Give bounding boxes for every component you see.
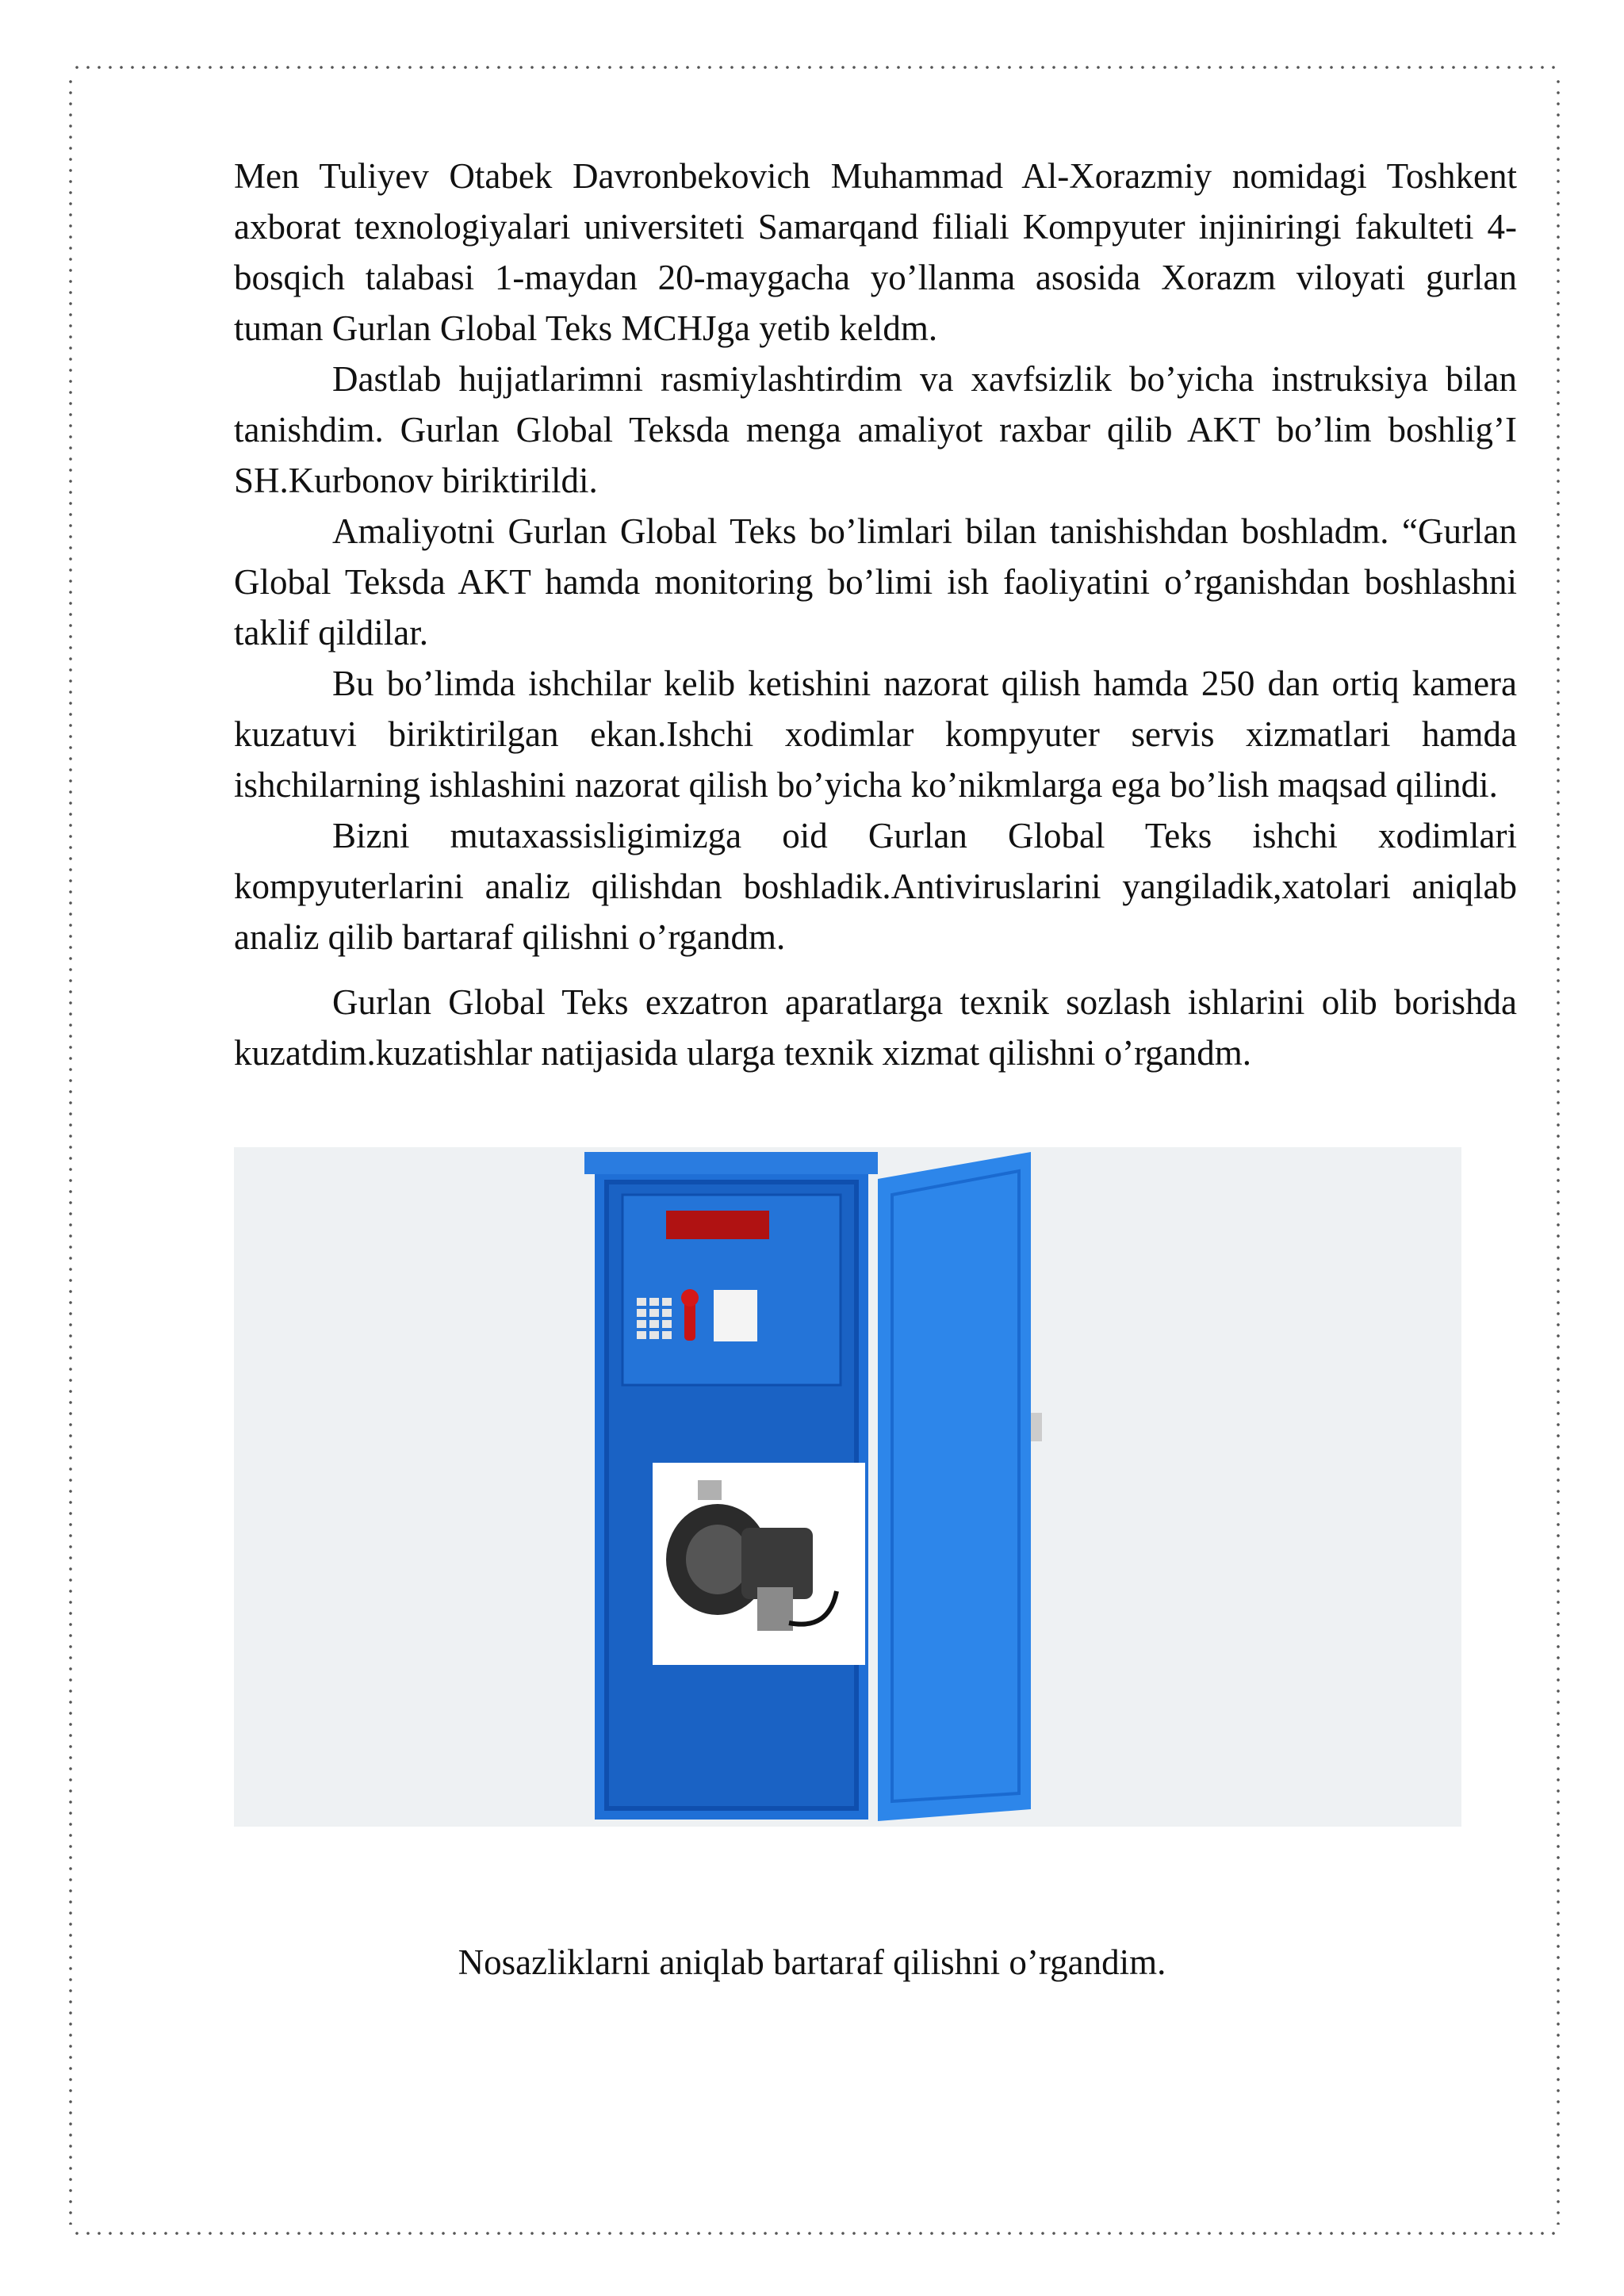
paragraph-6: Gurlan Global Teks exzatron aparatlarga texnik sozlash ishlarini olib borishda kuzatdim.kuzatishlar natijasida ularga texnik xizmat qilishni o’rgandm. — [234, 982, 1517, 1073]
page-border-right — [1554, 76, 1562, 2225]
page-border-bottom — [71, 2229, 1562, 2237]
document-body — [234, 151, 1517, 1078]
cabinet-door — [878, 1152, 1031, 1821]
page-border-top — [71, 63, 1562, 71]
digital-display — [666, 1211, 769, 1239]
page-border-left — [67, 76, 75, 2225]
paragraph-1: Men Tuliyev Otabek Davronbekovich Muhammad Al-Xorazmiy nomidagi Toshkent axborat texnologiyalari universiteti Samarqand filiali Kompyuter injiniringi fakulteti 4-bosqich talabasi 1-maydan 20-maygacha yo’llanma asosida Xorazm viloyati gurlan tuman Gurlan Global Teks MCHJga yetib keldm. — [234, 156, 1517, 348]
fuel-dispenser-cabinet-photo — [234, 1147, 1461, 1827]
paragraph-2: Dastlab hujjatlarimni rasmiylashtirdim va xavfsizlik bo’yicha instruksiya bilan tanishdim. Gurlan Global Teksda menga amaliyot raxbar qilib AKT bo’lim boshlig’I SH.Kurbonov biriktirildi. — [234, 359, 1517, 500]
key-switch-knob — [681, 1289, 699, 1307]
figure-caption: Nosazliklarni aniqlab bartaraf qilishni o’rgandim. — [458, 1942, 1166, 1982]
cabinet-top-cap — [584, 1152, 878, 1174]
receipt-printer — [714, 1306, 757, 1341]
paragraph-4: Bu bo’limda ishchilar kelib ketishini nazorat qilish hamda 250 dan ortiq kamera kuzatuvi biriktirilgan ekan.Ishchi xodimlar kompyuter servis xizmatlari hamda ishchilarning ishlashini nazorat qilish bo’yicha ko’nikmlarga ega bo’lish maqsad qilindi. — [234, 664, 1517, 805]
paragraph-3: Amaliyotni Gurlan Global Teks bo’limlari bilan tanishishdan boshladm. “Gurlan Global Teksda AKT hamda monitoring bo’limi ish faoliyatini o’rganishdan boshlashni taklif qildilar. — [234, 511, 1517, 652]
paragraph-5: Bizni mutaxassisligimizga oid Gurlan Global Teks ishchi xodimlari kompyuterlarini analiz qilishdan boshladik.Antiviruslarini yangiladik,xatolari aniqlab analiz qilib bartaraf qilishni o’rgandm. — [234, 816, 1517, 957]
cabinet-illustration — [234, 1147, 1461, 1827]
door-handle — [1031, 1413, 1042, 1441]
